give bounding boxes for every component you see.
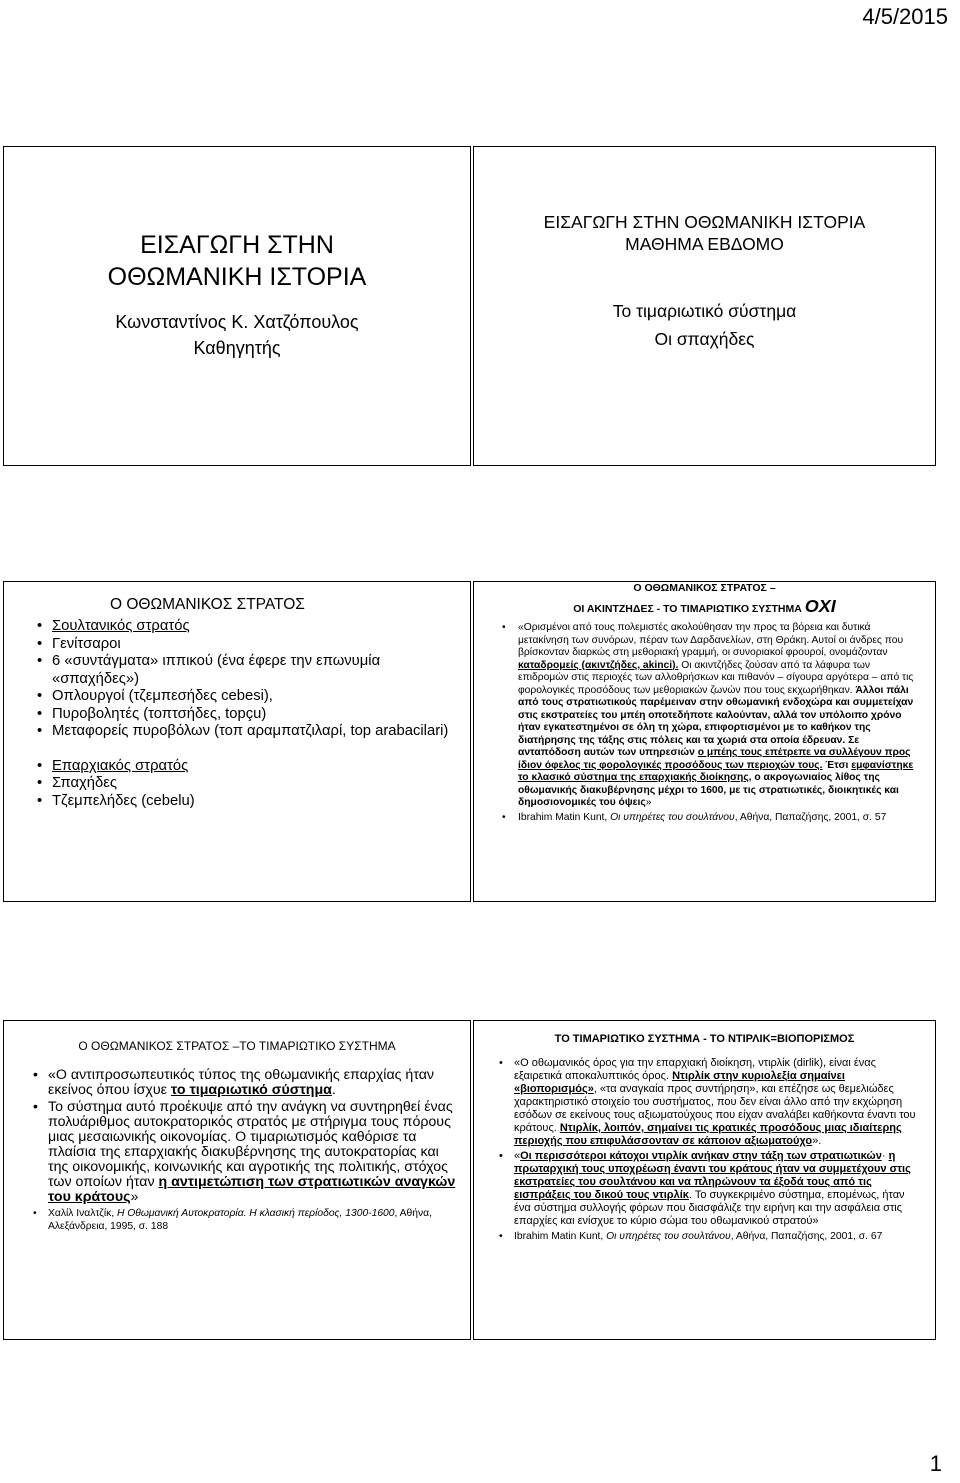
slide1-author: Κωνσταντίνος Κ. Χατζόπουλος Καθηγητής bbox=[115, 312, 359, 358]
slide6-heading: ΤΟ ΤΙΜΑΡΙΩΤΙΚΟ ΣΥΣΤΗΜΑ - ΤΟ ΝΤΙΡΛΙΚ=ΒΙΟΠΟΡΙΣΜΟΣ bbox=[554, 1033, 855, 1045]
slide4-heading-oxi: ΟΧΙ bbox=[804, 596, 836, 616]
slide6-list bbox=[514, 1057, 919, 1245]
list-item: • Πυροβολητές (τοπτσήδες, topçu) bbox=[52, 706, 456, 724]
list-item: • Σουλτανικός στρατός bbox=[52, 618, 456, 636]
list-item: • Γενίτσαροι bbox=[52, 636, 456, 654]
quote-item: • «Ορισμένοι από τους πολεμιστές ακολούθησαν την προς τα βόρεια και δυτικά μετακίνηση των συνόρων, πέραν των Δαρδανελίων, στη Θράκη. Αυτοί οι άνδρες που βρίσκονταν διαρκώς στη μεθοριακή γραμμή, οι συνοριακοί φρουροί, ονομάζονταν καταδρομείς (ακιντζήδες, akinci). Οι ακιντζήδες ζούσαν από τα λάφυρα των επιδρομών στις περιοχές των αλλοθρήσκων και πιθανόν – σίγουρα αργότερα – από τις φορολογικές προσόδους των μεθοριακών ζωνών που τους εκχωρήθηκαν. Άλλοι πάλι από τους στρατιωτικούς παρέμειναν στην οθωμανική ενδοχώρα και συμμετείχαν στις εκστρατείες του μπέη οποτεδήποτε καλούνταν, αλλά τον υπόλοιπο χρόνο ήταν εγκατεστημένοι σε όλη τη χώρα, επιφορτισμένοι με το καθήκον της διατήρησης της τάξης στις πόλεις και τα χωριά στα οποία έδρευαν. Σε ανταπόδοση αυτών των υπηρεσιών ο μπέης τους επέτρεπε να συλλέγουν προς ίδιον όφελος τις φορολογικές προσόδους των περιοχών τους. Έτσι εμφανίστηκε το κλασικό σύστημα της επαρχιακής διοίκησης, ο ακρογωνιαίος λίθος της οθωμανικής διακυβέρνησης μέχρι το 1600, με τις στρατιωτικές, διοικητικές και δημοσιονομικές του όψεις» bbox=[518, 622, 923, 810]
list-item: • Τζεμπελήδες (cebelu) bbox=[52, 793, 456, 811]
slide4-heading-line2: ΟΙ ΑΚΙΝΤΖΗΔΕΣ - ΤΟ ΤΙΜΑΡΙΩΤΙΚΟ ΣΥΣΤΗΜΑ ΟΧΙ bbox=[573, 596, 836, 616]
slide2-title: ΕΙΣΑΓΩΓΗ ΣΤΗΝ ΟΘΩΜΑΝΙΚΗ ΙΣΤΟΡΙΑ ΜΑΘΗΜΑ ΕΒΔΟΜΟ bbox=[543, 212, 866, 254]
list-item: • 6 «συντάγματα» ιππικού (ένα έφερε την επωνυμία «σπαχήδες») bbox=[52, 653, 456, 688]
list-item: • Σπαχήδες bbox=[52, 775, 456, 793]
reference-item: • Ibrahim Matin Kunt, Οι υπηρέτες του σουλτάνου, Αθήνα, Παπαζήσης, 2001, σ. 67 bbox=[514, 1230, 919, 1243]
reference-item: • Ibrahim Matin Kunt, Οι υπηρέτες του σουλτάνου, Αθήνα, Παπαζήσης, 2001, σ. 57 bbox=[518, 812, 923, 825]
list-item: • Οπλουργοί (τζεμπεσήδες cebesi), bbox=[52, 688, 456, 706]
list-item: • Το σύστημα αυτό προέκυψε από την ανάγκη να συντηρηθεί ένας πολυάριθμος αυτοκρατορικός στρατός με στήριγμα τους πόρους μιας μεσαιωνικής οικονομίας. Ο τιμαριωτισμός καθόρισε τα πλαίσια της επαρχιακής διακυβέρνησης της αυτοκρατορίας και της οικονομικής, κοινωνικής και αγροτικής της πολιτικής, στόχος των οποίων ήταν η αντιμετώπιση των στρατιωτικών αναγκών του κράτους» bbox=[48, 1100, 456, 1205]
list-item: • «Οι περισσότεροι κάτοχοι ντιρλίκ ανήκαν στην τάξη των στρατιωτικών· η πρωταρχική τους υποχρέωση έναντι του κράτους ήταν να συμμετέχουν στις εκστρατείες του σουλτάνου και να πληρώνουν τα έξοδά τους από τις εισπράξεις του δικού τους ντιρλίκ. Το συγκεκριμένο σύστημα, επομένως, ήταν ένα σύστημα συλλογής φόρων που διασφάλιζε την ειρήνη και την ασφάλεια στις επαρχίες και ενίσχυε το κύριο σώμα του οθωμανικού στρατού» bbox=[514, 1150, 919, 1228]
reference-item: • Χαλίλ Ιναλτζίκ, Η Οθωμανική Αυτοκρατορία. Η κλασική περίοδος, 1300-1600, Αθήνα, Αλεξάνδρεια, 1995, σ. 188 bbox=[48, 1207, 456, 1233]
slide4-list bbox=[518, 622, 923, 824]
slide-lesson bbox=[473, 146, 936, 466]
slide3-heading: Ο ΟΘΩΜΑΝΙΚΟΣ ΣΤΡΑΤΟΣ bbox=[110, 596, 305, 613]
slide5-list bbox=[48, 1068, 456, 1235]
page-date: 4/5/2015 bbox=[862, 4, 948, 29]
slide-akincis bbox=[473, 581, 936, 902]
slide-title bbox=[3, 146, 471, 466]
slide1-title: ΕΙΣΑΓΩΓΗ ΣΤΗΝ ΟΘΩΜΑΝΙΚΗ ΙΣΤΟΡΙΑ bbox=[107, 231, 367, 291]
slide-ottoman-army bbox=[3, 581, 471, 902]
slide3-list bbox=[52, 618, 456, 810]
slide5-heading: Ο ΟΘΩΜΑΝΙΚΟΣ ΣΤΡΑΤΟΣ –ΤΟ ΤΙΜΑΡΙΩΤΙΚΟ ΣΥΣΤΗΜΑ bbox=[78, 1039, 396, 1053]
slide-timar-system bbox=[3, 1020, 471, 1340]
list-item: • Μεταφορείς πυροβόλων (τοπ αραμπατζιλαρί, top arabacilari) bbox=[52, 723, 456, 741]
slide2-subtitle: Το τιμαριωτικό σύστημα Οι σπαχήδες bbox=[612, 301, 797, 349]
list-item: • «Ο οθωμανικός όρος για την επαρχιακή διοίκηση, ντιρλίκ (dirlik), είναι ένας εξαιρετικά αποκαλυπτικός όρος. Ντιρλίκ στην κυριολεξία σημαίνει «βιοπορισμός», «τα αναγκαία προς συντήρηση», και επέζησε ως θεμελιώδες χαρακτηριστικό στοιχείο του συστήματος, που δεν είναι άλλο από την εκχώρηση εσόδων σε εκείνους τους αξιωματούχους που είχαν αναλάβει καθήκοντα έναντι του κράτους. Ντιρλίκ, λοιπόν, σημαίνει τις κρατικές προσόδους μιας ιδιαίτερης περιοχής που επιφυλάσσονταν σε κάποιον αξιωματούχο». bbox=[514, 1057, 919, 1148]
list-item: • Επαρχιακός στρατός bbox=[52, 758, 456, 776]
list-item: • «Ο αντιπροσωπευτικός τύπος της οθωμανικής επαρχίας ήταν εκείνος όπου ίσχυε το τιμαριωτικό σύστημα. bbox=[48, 1068, 456, 1098]
page-number: 1 bbox=[929, 1451, 942, 1476]
slide4-heading-line1: Ο ΟΘΩΜΑΝΙΚΟΣ ΣΤΡΑΤΟΣ – bbox=[633, 582, 776, 594]
slide-dirlik bbox=[473, 1020, 936, 1340]
